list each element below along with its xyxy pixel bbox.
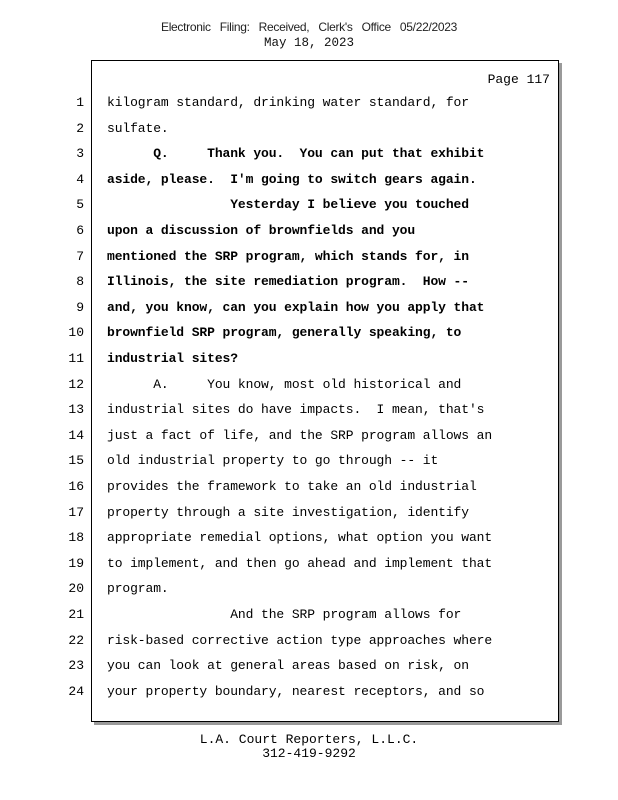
transcript-line: provides the framework to take an old industrial xyxy=(107,479,477,494)
line-number: 24 xyxy=(68,684,84,699)
transcript-line: to implement, and then go ahead and implement that xyxy=(107,556,493,571)
transcript-line: Q. Thank you. You can put that exhibit xyxy=(107,146,485,161)
transcript-line: property through a site investigation, identify xyxy=(107,505,469,520)
transcript-line: industrial sites? xyxy=(107,351,238,366)
transcript-line: just a fact of life, and the SRP program allows an xyxy=(107,428,493,443)
line-number: 14 xyxy=(68,428,84,443)
line-number: 13 xyxy=(68,402,84,417)
line-number: 16 xyxy=(68,479,84,494)
transcript-line: Yesterday I believe you touched xyxy=(107,197,469,212)
transcript-line: mentioned the SRP program, which stands for, in xyxy=(107,249,469,264)
reporter-company: L.A. Court Reporters, L.L.C. xyxy=(199,732,419,747)
line-number: 15 xyxy=(68,453,84,468)
line-number: 19 xyxy=(68,556,84,571)
transcript-line: risk-based corrective action type approaches where xyxy=(107,633,493,648)
line-number: 1 xyxy=(76,95,84,110)
transcript-line: brownfield SRP program, generally speaking, to xyxy=(107,325,462,340)
reporter-phone: 312-419-9292 xyxy=(262,746,356,761)
transcript-line: your property boundary, nearest receptors, and so xyxy=(107,684,485,699)
line-number: 12 xyxy=(68,377,84,392)
page-number: Page 117 xyxy=(487,72,550,87)
line-number: 11 xyxy=(68,351,84,366)
line-number: 10 xyxy=(68,325,84,340)
line-number: 9 xyxy=(76,300,84,315)
transcript-date: May 18, 2023 xyxy=(263,36,354,50)
transcript-line: And the SRP program allows for xyxy=(107,607,462,622)
filing-stamp: Electronic Filing: Received, Clerk's Office 05/22/2023 xyxy=(160,20,457,34)
line-number: 6 xyxy=(76,223,84,238)
transcript-line: old industrial property to go through -- it xyxy=(107,453,439,468)
line-number: 8 xyxy=(76,274,84,289)
line-number: 4 xyxy=(76,172,84,187)
line-number: 23 xyxy=(68,658,84,673)
line-number: 5 xyxy=(76,197,84,212)
transcript-line: and, you know, can you explain how you apply that xyxy=(107,300,485,315)
line-number: 2 xyxy=(76,121,84,136)
transcript-line: sulfate. xyxy=(107,121,169,136)
transcript-line: appropriate remedial options, what option you want xyxy=(107,530,493,545)
line-number: 22 xyxy=(68,633,84,648)
line-number: 3 xyxy=(76,146,84,161)
transcript-line: program. xyxy=(107,581,169,596)
transcript-line: A. You know, most old historical and xyxy=(107,377,462,392)
line-number: 18 xyxy=(68,530,84,545)
line-number: 20 xyxy=(68,581,84,596)
transcript-line: kilogram standard, drinking water standard, for xyxy=(107,95,469,110)
transcript-line: you can look at general areas based on risk, on xyxy=(107,658,469,673)
line-number: 21 xyxy=(68,607,84,622)
transcript-line: aside, please. I'm going to switch gears again. xyxy=(107,172,477,187)
line-number: 7 xyxy=(76,249,84,264)
transcript-line: upon a discussion of brownfields and you xyxy=(107,223,416,238)
transcript-line: Illinois, the site remediation program. How -- xyxy=(107,274,469,289)
transcript-line: industrial sites do have impacts. I mean, that's xyxy=(107,402,485,417)
line-number: 17 xyxy=(68,505,84,520)
